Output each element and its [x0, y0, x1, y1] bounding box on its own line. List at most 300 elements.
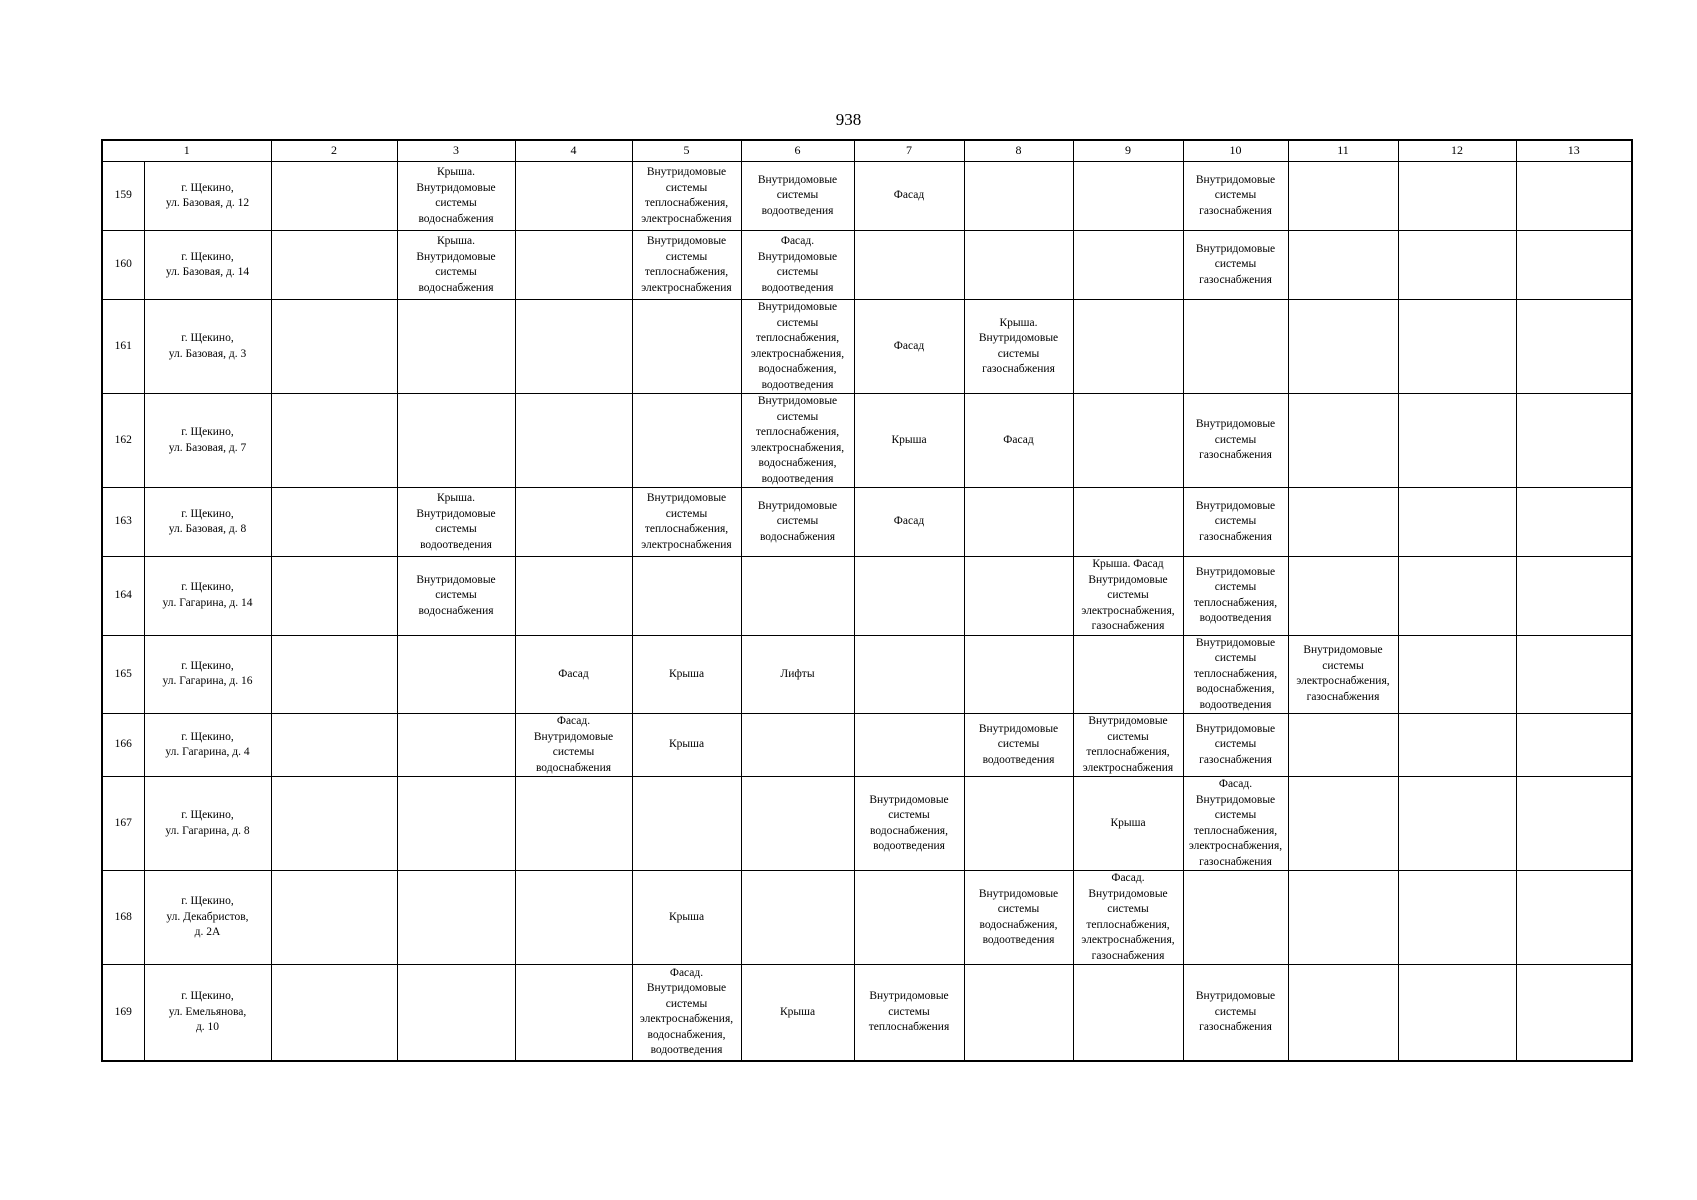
cell-line: газоснабжения — [1199, 530, 1272, 543]
work-cell-col-4 — [515, 557, 632, 636]
cell-line: Внутридомовые — [1088, 715, 1168, 727]
work-cell-col-5 — [632, 965, 741, 1061]
work-cell-col-11 — [1288, 714, 1398, 777]
row-number: 169 — [102, 965, 144, 1061]
work-cell-col-8 — [964, 488, 1073, 557]
cell-line: системы — [888, 809, 930, 821]
cell-line: Крыша. — [999, 316, 1038, 329]
work-cell-col-6 — [741, 557, 854, 636]
cell-line: Крыша. Фасад — [1092, 558, 1164, 570]
work-description — [855, 793, 964, 855]
work-description — [398, 491, 515, 553]
column-header-12: 12 — [1398, 140, 1516, 162]
cell-line: системы — [552, 746, 595, 758]
table-body — [102, 162, 1632, 1061]
column-header-4: 4 — [515, 140, 632, 162]
cell-line: Внутридомовые — [416, 181, 496, 194]
work-cell-col-11 — [1288, 635, 1398, 714]
cell-line: системы — [1322, 659, 1364, 672]
cell-line: Внутридомовые — [1088, 573, 1168, 586]
cell-line: водоснабжения — [418, 212, 494, 225]
work-cell-col-4 — [515, 714, 632, 777]
cell-line: теплоснабжения, — [644, 523, 729, 535]
cell-line: электроснабжения — [641, 281, 732, 294]
cell-line: системы — [665, 181, 708, 194]
cell-line: системы — [1214, 809, 1257, 821]
cell-line: ул. Гагарина, д. 16 — [162, 675, 253, 688]
work-cell-col-4 — [515, 231, 632, 300]
table-row — [102, 231, 1632, 300]
work-cell-col-6 — [741, 162, 854, 231]
cell-line: теплоснабжения, — [1193, 667, 1278, 680]
cell-line: Внутридомовые — [978, 332, 1059, 344]
cell-line: электроснабжения, — [1188, 840, 1283, 852]
work-cell-col-12 — [1398, 871, 1516, 965]
work-cell-col-3 — [397, 231, 515, 300]
cell-line: ул. Емельянова, — [168, 1005, 247, 1018]
cell-line: Внутридомовые — [1195, 636, 1276, 649]
address-cell — [144, 965, 271, 1061]
cell-line: г. Щекино, — [181, 426, 234, 438]
work-cell-col-13 — [1516, 488, 1632, 557]
cell-line: системы — [435, 523, 477, 535]
cell-line: г. Щекино, — [181, 895, 234, 908]
work-cell-col-13 — [1516, 635, 1632, 714]
work-cell-col-10 — [1183, 488, 1288, 557]
address-cell — [144, 231, 271, 300]
table-row — [102, 965, 1632, 1061]
work-description — [1184, 636, 1288, 714]
work-cell-col-10 — [1183, 557, 1288, 636]
cell-line: водоснабжения — [535, 761, 612, 774]
work-cell-col-8 — [964, 557, 1073, 636]
cell-line: водоотведения — [982, 753, 1055, 766]
cell-line: водоотведения — [420, 538, 492, 551]
work-cell-col-2 — [271, 777, 397, 871]
work-cell-col-6 — [741, 488, 854, 557]
work-description — [1289, 643, 1398, 705]
cell-line: ул. Гагарина, д. 14 — [162, 596, 253, 609]
work-cell-col-10 — [1183, 162, 1288, 231]
work-cell-col-2 — [271, 394, 397, 488]
cell-line: системы — [435, 589, 477, 601]
row-number: 164 — [102, 557, 144, 636]
work-cell-col-4 — [515, 635, 632, 714]
row-number: 167 — [102, 777, 144, 871]
work-cell-col-12 — [1398, 162, 1516, 231]
cell-line: системы — [776, 316, 819, 329]
cell-line: системы — [776, 189, 819, 202]
work-description — [742, 234, 854, 296]
cell-line: Внутридомовые — [646, 982, 727, 995]
cell-line: теплоснабжения, — [644, 266, 729, 278]
work-cell-col-4 — [515, 300, 632, 394]
cell-line: Внутридомовые — [1195, 990, 1276, 1002]
row-number: 160 — [102, 231, 144, 300]
cell-line: г. Щекино, — [181, 990, 234, 1002]
cell-line: газоснабжения — [1199, 753, 1272, 766]
cell-line: водоотведения — [873, 840, 945, 852]
cell-line: Фасад — [893, 339, 925, 352]
cell-line: системы — [1107, 730, 1149, 743]
work-cell-col-12 — [1398, 635, 1516, 714]
cell-line: Внутридомовые — [1195, 173, 1276, 186]
cell-line: теплоснабжения, — [1193, 824, 1278, 837]
cell-line: системы — [1214, 738, 1257, 751]
cell-line: электроснабжения, — [1081, 604, 1175, 617]
work-cell-col-8 — [964, 300, 1073, 394]
page-number: 938 — [835, 110, 862, 129]
work-cell-col-3 — [397, 871, 515, 965]
work-cell-col-10 — [1183, 714, 1288, 777]
work-cell-col-9 — [1073, 635, 1183, 714]
work-description — [633, 165, 741, 227]
work-description — [855, 188, 964, 204]
work-cell-col-11 — [1288, 557, 1398, 636]
address-cell — [144, 871, 271, 965]
work-description — [633, 966, 741, 1059]
work-description — [855, 433, 964, 449]
work-cell-col-5 — [632, 871, 741, 965]
cell-line: г. Щекино, — [181, 250, 234, 263]
work-cell-col-13 — [1516, 231, 1632, 300]
cell-line: водоотведения — [1199, 698, 1272, 711]
work-cell-col-7 — [854, 231, 964, 300]
cell-line: водоотведения — [982, 934, 1055, 946]
cell-line: Внутридомовые — [869, 793, 949, 806]
work-cell-col-3 — [397, 714, 515, 777]
column-header-9: 9 — [1073, 140, 1183, 162]
work-description — [516, 714, 632, 776]
cell-line: теплоснабжения, — [644, 197, 729, 209]
work-cell-col-6 — [741, 300, 854, 394]
table-row — [102, 162, 1632, 231]
work-description — [742, 667, 854, 683]
work-description — [633, 667, 741, 683]
cell-line: д. 2А — [194, 926, 221, 939]
cell-line: ул. Базовая, д. 12 — [165, 197, 250, 209]
address-cell — [144, 488, 271, 557]
work-cell-col-9 — [1073, 871, 1183, 965]
cell-line: водоотведения — [761, 378, 834, 391]
work-description — [742, 394, 854, 487]
cell-line: Крыша. — [437, 235, 475, 247]
cell-line: Внутридомовые — [416, 250, 496, 263]
work-cell-col-2 — [271, 557, 397, 636]
cell-line: г. Щекино, — [181, 181, 234, 194]
table-row — [102, 300, 1632, 394]
row-number: 161 — [102, 300, 144, 394]
work-cell-col-4 — [515, 965, 632, 1061]
work-description — [516, 667, 632, 683]
work-cell-col-7 — [854, 557, 964, 636]
work-cell-col-11 — [1288, 300, 1398, 394]
cell-line: ул. Гагарина, д. 4 — [165, 746, 250, 758]
cell-line: Внутридомовые — [533, 730, 614, 743]
work-cell-col-13 — [1516, 394, 1632, 488]
work-cell-col-3 — [397, 488, 515, 557]
work-description — [1184, 499, 1288, 546]
address-cell — [144, 714, 271, 777]
work-cell-col-5 — [632, 300, 741, 394]
cell-line: ул. Базовая, д. 14 — [165, 266, 250, 278]
cell-line: водоснабжения, — [647, 1028, 726, 1041]
work-cell-col-13 — [1516, 777, 1632, 871]
table-row — [102, 714, 1632, 777]
work-cell-col-6 — [741, 714, 854, 777]
column-header-8: 8 — [964, 140, 1073, 162]
cell-line: Внутридомовые — [978, 722, 1059, 735]
column-header-7: 7 — [854, 140, 964, 162]
work-cell-col-13 — [1516, 965, 1632, 1061]
work-cell-col-8 — [964, 777, 1073, 871]
table-row — [102, 777, 1632, 871]
work-cell-col-4 — [515, 871, 632, 965]
work-cell-col-11 — [1288, 777, 1398, 871]
work-cell-col-11 — [1288, 394, 1398, 488]
cell-line: Крыша — [668, 667, 705, 680]
cell-line: водоснабжения, — [758, 363, 837, 375]
cell-line: Внутридомовые — [757, 301, 838, 313]
work-cell-col-12 — [1398, 714, 1516, 777]
work-description — [1074, 816, 1183, 832]
cell-line: системы — [776, 515, 819, 528]
row-number: 166 — [102, 714, 144, 777]
cell-line: г. Щекино, — [181, 809, 234, 821]
row-number: 162 — [102, 394, 144, 488]
header-row — [102, 140, 1632, 162]
cell-line: водоотведения — [650, 1044, 723, 1057]
work-cell-col-10 — [1183, 965, 1288, 1061]
cell-line: системы — [435, 266, 477, 278]
work-cell-col-7 — [854, 871, 964, 965]
cell-line: г. Щекино, — [181, 581, 234, 594]
cell-line: Внутридомовые — [416, 573, 496, 586]
row-number: 163 — [102, 488, 144, 557]
cell-line: г. Щекино, — [181, 730, 234, 743]
cell-line: Внутридомовые — [757, 250, 838, 263]
work-cell-col-9 — [1073, 231, 1183, 300]
work-cell-col-8 — [964, 394, 1073, 488]
work-cell-col-10 — [1183, 777, 1288, 871]
work-cell-col-4 — [515, 162, 632, 231]
cell-line: Внутридомовые — [978, 887, 1059, 900]
cell-line: электроснабжения, — [750, 441, 845, 454]
work-cell-col-9 — [1073, 965, 1183, 1061]
work-cell-col-7 — [854, 488, 964, 557]
work-description — [855, 514, 964, 530]
cell-line: Внутридомовые — [757, 395, 838, 407]
cell-line: Фасад — [893, 189, 925, 202]
work-description — [1074, 557, 1183, 635]
work-cell-col-12 — [1398, 777, 1516, 871]
work-cell-col-10 — [1183, 394, 1288, 488]
work-description — [1184, 989, 1288, 1036]
work-cell-col-9 — [1073, 777, 1183, 871]
work-cell-col-3 — [397, 777, 515, 871]
work-cell-col-8 — [964, 714, 1073, 777]
work-cell-col-7 — [854, 714, 964, 777]
address-cell — [144, 394, 271, 488]
work-cell-col-8 — [964, 871, 1073, 965]
work-description — [633, 234, 741, 296]
cell-line: системы — [1214, 581, 1257, 594]
cell-line: газоснабжения — [1306, 690, 1380, 703]
address-cell — [144, 300, 271, 394]
work-cell-col-3 — [397, 965, 515, 1061]
column-header-11: 11 — [1288, 140, 1398, 162]
work-cell-col-10 — [1183, 635, 1288, 714]
cell-line: системы — [1214, 1005, 1257, 1018]
work-cell-col-10 — [1183, 871, 1288, 965]
work-cell-col-5 — [632, 231, 741, 300]
cell-line: Внутридомовые — [757, 173, 838, 186]
cell-line: системы — [776, 410, 819, 423]
cell-line: системы — [665, 997, 708, 1010]
work-cell-col-5 — [632, 777, 741, 871]
cell-line: Внутридомовые — [1195, 418, 1276, 431]
row-number: 159 — [102, 162, 144, 231]
cell-line: газоснабжения — [1199, 855, 1272, 868]
cell-line: Фасад. — [780, 235, 815, 247]
work-cell-col-12 — [1398, 965, 1516, 1061]
cell-line: Внутридомовые — [1195, 565, 1276, 578]
address-cell — [144, 635, 271, 714]
cell-line: водоснабжения — [759, 530, 836, 543]
cell-line: системы — [1214, 433, 1257, 446]
cell-line: Крыша. — [437, 492, 475, 504]
column-header-13: 13 — [1516, 140, 1632, 162]
cell-line: ул. Базовая, д. 3 — [168, 347, 247, 360]
cell-line: газоснабжения — [1199, 273, 1272, 286]
cell-line: Крыша — [668, 910, 705, 923]
cell-line: системы — [1214, 515, 1257, 528]
work-cell-col-9 — [1073, 488, 1183, 557]
work-description — [633, 491, 741, 553]
cell-line: газоснабжения — [1199, 204, 1272, 217]
work-cell-col-4 — [515, 488, 632, 557]
cell-line: Лифты — [780, 667, 815, 680]
work-cell-col-12 — [1398, 394, 1516, 488]
cell-line: водоотведения — [761, 472, 834, 485]
work-cell-col-11 — [1288, 488, 1398, 557]
cell-line: водоотведения — [761, 204, 834, 217]
work-cell-col-2 — [271, 300, 397, 394]
work-cell-col-3 — [397, 557, 515, 636]
cell-line: Крыша — [668, 738, 705, 751]
cell-line: Фасад — [558, 667, 589, 680]
work-cell-col-6 — [741, 394, 854, 488]
cell-line: Фасад. — [1111, 872, 1145, 884]
work-cell-col-5 — [632, 162, 741, 231]
work-cell-col-5 — [632, 488, 741, 557]
cell-line: д. 10 — [195, 1021, 220, 1033]
work-cell-col-9 — [1073, 394, 1183, 488]
work-cell-col-5 — [632, 635, 741, 714]
work-cell-col-4 — [515, 777, 632, 871]
cell-line: Крыша. — [437, 166, 475, 178]
cell-line: Крыша — [1110, 816, 1146, 829]
address-cell — [144, 777, 271, 871]
work-cell-col-9 — [1073, 714, 1183, 777]
cell-line: теплоснабжения, — [1086, 746, 1170, 758]
work-cell-col-2 — [271, 871, 397, 965]
work-cell-col-12 — [1398, 557, 1516, 636]
cell-line: Внутридомовые — [646, 492, 727, 504]
work-cell-col-5 — [632, 394, 741, 488]
table-row — [102, 635, 1632, 714]
work-cell-col-11 — [1288, 965, 1398, 1061]
cell-line: Крыша — [779, 1005, 816, 1018]
work-cell-col-7 — [854, 635, 964, 714]
cell-line: электроснабжения — [641, 212, 732, 225]
cell-line: электроснабжения — [641, 538, 732, 551]
cell-line: газоснабжения — [1091, 949, 1165, 962]
table-row — [102, 871, 1632, 965]
work-cell-col-7 — [854, 162, 964, 231]
column-header-2: 2 — [271, 140, 397, 162]
cell-line: ул. Гагарина, д. 8 — [165, 824, 250, 837]
cell-line: газоснабжения — [982, 363, 1055, 375]
work-cell-col-6 — [741, 635, 854, 714]
cell-line: г. Щекино, — [181, 659, 234, 672]
work-description — [398, 165, 515, 227]
table-header — [102, 140, 1632, 162]
cell-line: Внутридомовые — [416, 507, 496, 520]
cell-line: Фасад. — [556, 715, 591, 727]
cell-line: ул. Базовая, д. 7 — [168, 441, 247, 454]
cell-line: Внутридомовые — [646, 235, 727, 247]
column-header-3: 3 — [397, 140, 515, 162]
work-cell-col-3 — [397, 162, 515, 231]
work-description — [1184, 777, 1288, 870]
cell-line: Фасад — [893, 515, 925, 528]
cell-line: системы — [997, 738, 1040, 751]
work-cell-col-13 — [1516, 871, 1632, 965]
work-description — [1074, 871, 1183, 964]
work-cell-col-12 — [1398, 300, 1516, 394]
cell-line: Внутридомовые — [1303, 644, 1383, 657]
work-cell-col-2 — [271, 965, 397, 1061]
work-description — [1184, 417, 1288, 464]
cell-line: Внутридомовые — [1195, 242, 1276, 255]
work-cell-col-2 — [271, 488, 397, 557]
work-cell-col-13 — [1516, 557, 1632, 636]
column-header-1: 1 — [102, 140, 271, 162]
work-cell-col-9 — [1073, 557, 1183, 636]
cell-line: Внутридомовые — [757, 499, 838, 512]
cell-line: водоснабжения, — [1196, 683, 1275, 695]
work-cell-col-11 — [1288, 162, 1398, 231]
work-cell-col-6 — [741, 231, 854, 300]
work-cell-col-6 — [741, 871, 854, 965]
row-number: 168 — [102, 871, 144, 965]
row-number: 165 — [102, 635, 144, 714]
cell-line: Внутридомовые — [1195, 722, 1276, 735]
cell-line: водоснабжения, — [979, 918, 1058, 931]
cell-line: системы — [776, 266, 819, 278]
work-cell-col-8 — [964, 965, 1073, 1061]
work-description — [855, 989, 964, 1036]
cell-line: Внутридомовые — [1088, 887, 1168, 900]
cell-line: водоснабжения, — [870, 824, 948, 837]
cell-line: теплоснабжения — [868, 1021, 950, 1033]
address-cell — [144, 162, 271, 231]
cell-line: водоснабжения — [418, 281, 494, 294]
cell-line: газоснабжения — [1199, 449, 1272, 462]
work-cell-col-2 — [271, 635, 397, 714]
work-description — [965, 433, 1073, 449]
